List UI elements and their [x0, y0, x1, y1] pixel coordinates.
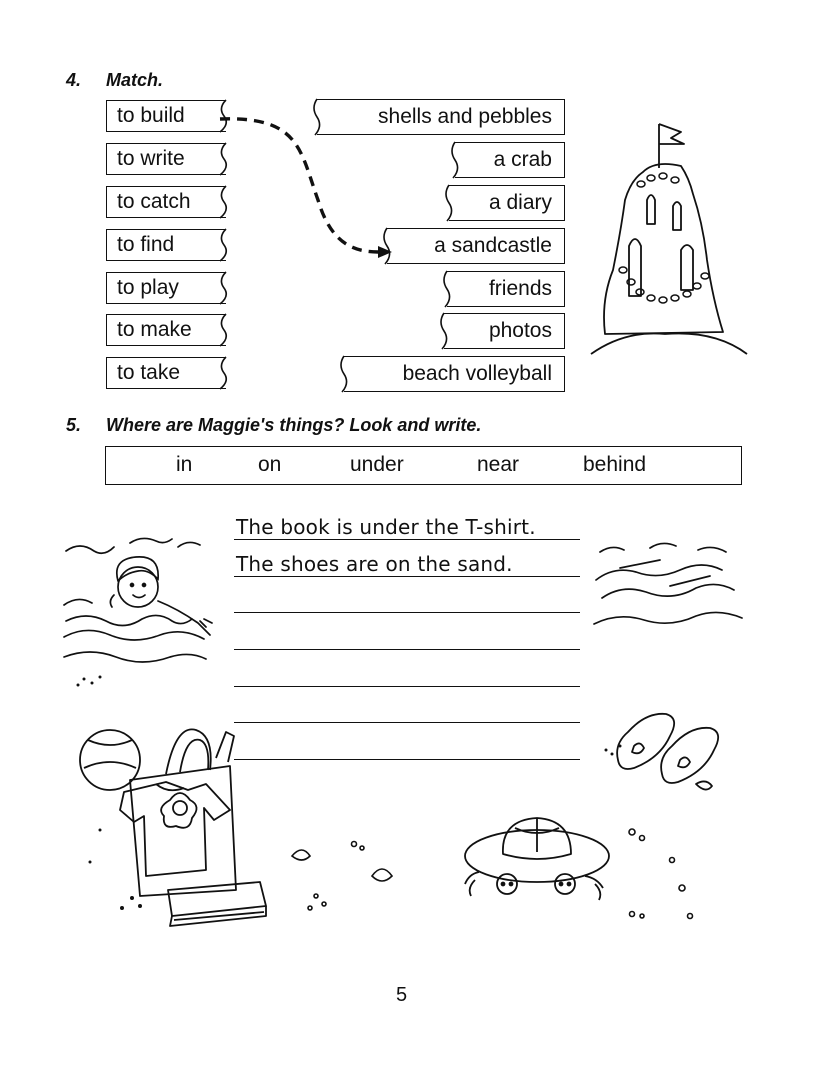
- dashed-arrow-icon: [220, 119, 392, 258]
- match-right-item[interactable]: a sandcastle: [387, 228, 565, 264]
- exercise-5-number: 5.: [66, 415, 82, 435]
- match-left-item[interactable]: to take: [106, 357, 226, 389]
- word-bank-item: in: [176, 453, 193, 476]
- match-left-item[interactable]: to write: [106, 143, 226, 175]
- match-left-item[interactable]: to find: [106, 229, 226, 261]
- answer-line-2: The shoes are on the sand.: [236, 552, 513, 576]
- match-right-item[interactable]: a crab: [455, 142, 565, 178]
- girl-swimming-illustration: [60, 525, 230, 695]
- word-bank-item: on: [258, 453, 282, 476]
- word-bank-item: under: [350, 453, 404, 476]
- match-right-item[interactable]: a diary: [449, 185, 565, 221]
- match-left-item[interactable]: to build: [106, 100, 226, 132]
- exercise-4-number: 4.: [66, 70, 82, 90]
- exercise-4-title: Match.: [106, 70, 164, 90]
- match-right-item[interactable]: photos: [444, 313, 565, 349]
- writing-line[interactable]: [234, 686, 580, 687]
- match-left-item[interactable]: to catch: [106, 186, 226, 218]
- sea-waves-illustration: [590, 540, 750, 640]
- beach-bag-tshirt-book-illustration: [70, 710, 270, 940]
- writing-line: [234, 576, 580, 577]
- word-bank-item: behind: [583, 453, 647, 476]
- match-left-item[interactable]: to play: [106, 272, 226, 304]
- word-bank-item: near: [477, 453, 520, 476]
- sandcastle-illustration: [585, 120, 755, 375]
- writing-line[interactable]: [234, 649, 580, 650]
- answer-line-1: The book is under the T-shirt.: [236, 515, 536, 539]
- pebbles-and-shells-decoration: [270, 820, 730, 930]
- match-left-item[interactable]: to make: [106, 314, 226, 346]
- writing-line[interactable]: [234, 722, 580, 723]
- writing-line[interactable]: [234, 759, 580, 760]
- match-right-item[interactable]: beach volleyball: [344, 356, 565, 392]
- shoes-illustration: [600, 700, 740, 800]
- page-number: 5: [396, 984, 408, 1006]
- exercise-5-heading: [66, 415, 481, 436]
- exercise-5-title: Where are Maggie's things? Look and write.: [106, 415, 482, 435]
- writing-line: [234, 539, 580, 540]
- match-right-item[interactable]: friends: [447, 271, 565, 307]
- word-bank: [105, 446, 742, 485]
- writing-line[interactable]: [234, 612, 580, 613]
- match-right-item[interactable]: shells and pebbles: [317, 99, 565, 135]
